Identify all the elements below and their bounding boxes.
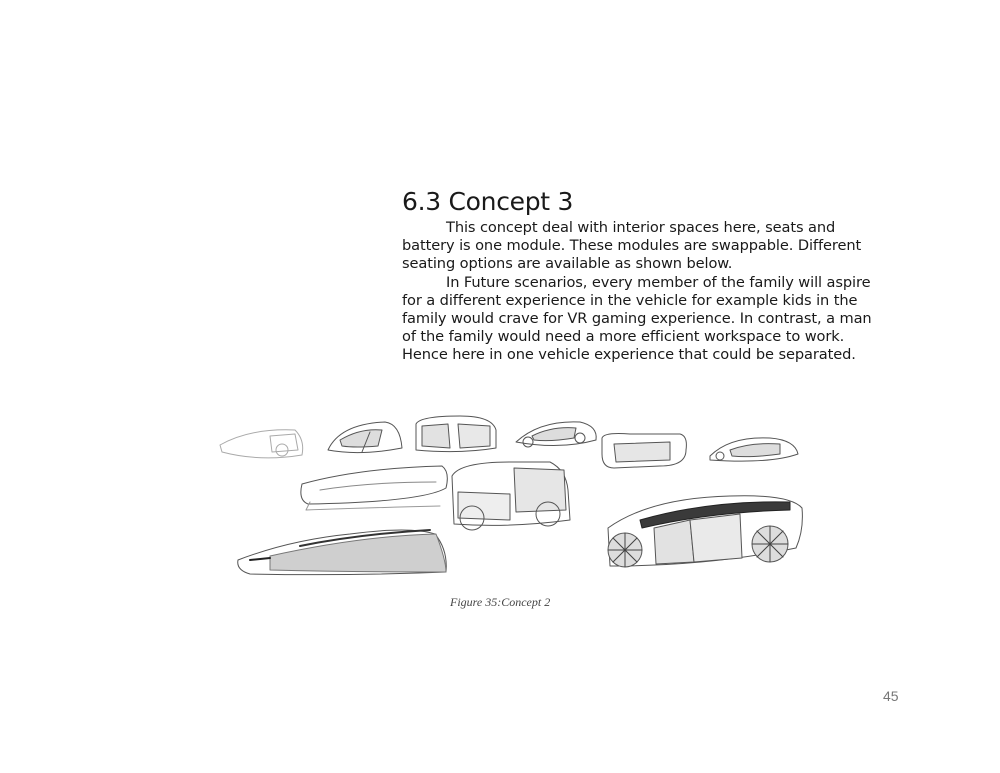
concept-section [402,186,872,365]
figure-caption: Figure 35:Concept 2 [450,595,551,609]
page-number: 45 [883,688,899,704]
wheel-rear [752,526,788,562]
wheel-front [608,533,642,567]
sketch-car-3 [416,416,496,452]
sketch-car-10 [608,496,802,567]
paragraph-2 [402,274,872,365]
sketch-car-2 [328,422,402,453]
sketch-car-6 [710,438,798,461]
section-heading: 6.3 Concept 3 [402,187,574,216]
sketch-car-5 [602,434,686,469]
sketch-car-9 [238,530,447,575]
sketch-car-7 [301,466,447,510]
paragraph-1-text: This concept deal with interior spaces here, seats and battery is one module. These modules are swappable. Different seating options are available as shown below. [402,219,862,273]
sketch-car-1 [220,430,303,458]
paragraph-2-text: In Future scenarios, every member of the family will aspire for a different experience in the vehicle for example kids in the family would crave for VR gaming experience. In contrast, a man of the family would need a more efficient workspace to work. Hence here in one vehicle experience that could be separated. [402,273,872,364]
sketch-car-4 [516,422,596,447]
sketch-car-8 [452,462,570,530]
concept-sketches-figure [210,410,810,590]
paragraph-1 [402,219,872,274]
